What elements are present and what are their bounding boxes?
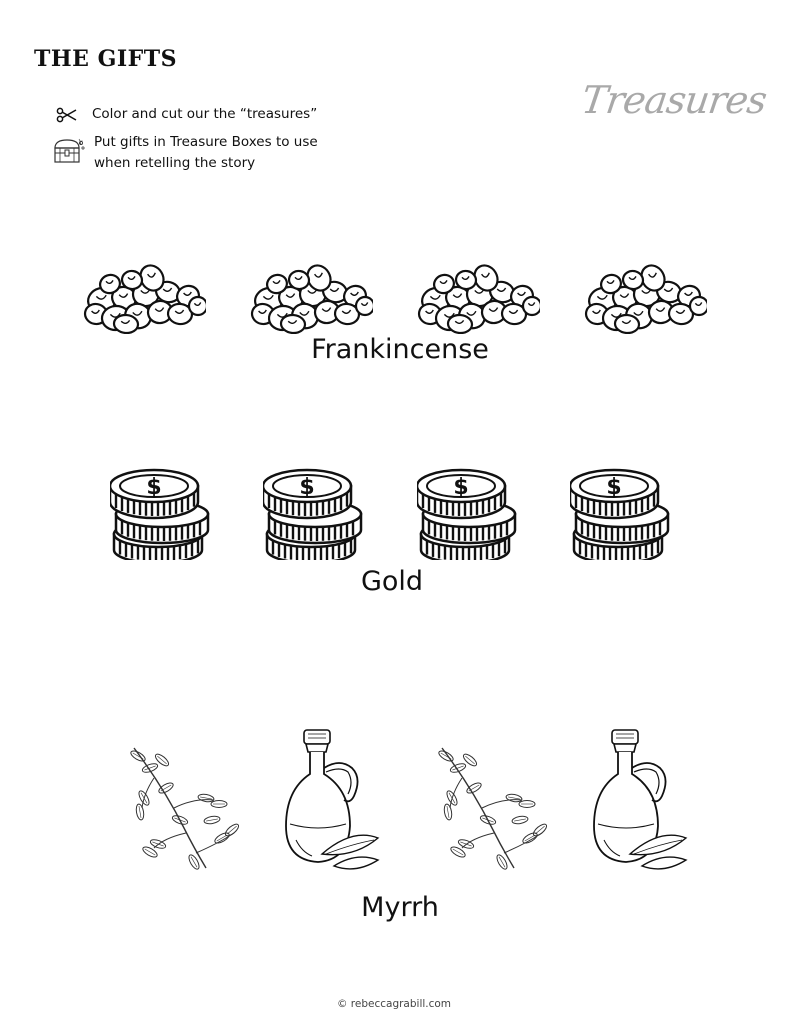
- svg-text:$: $: [299, 475, 315, 500]
- myrrh-branch-icon: [124, 738, 242, 876]
- treasure-chest-icon: [52, 136, 86, 166]
- oil-bottle-icon: [590, 728, 690, 876]
- instruction-cut: Color and cut our the “treasures”: [92, 106, 318, 122]
- scissors-icon: [56, 106, 78, 124]
- svg-text:$: $: [453, 475, 469, 500]
- treasures-script-title: Treasures: [578, 78, 769, 122]
- coin-stack-icon: [570, 462, 674, 560]
- footer-copyright: © rebeccagrabill.com: [336, 998, 452, 1010]
- myrrh-label: Myrrh: [361, 892, 439, 923]
- oil-bottle-icon: [282, 728, 382, 876]
- coin-stack-icon: [263, 462, 367, 560]
- myrrh-branch-icon: [432, 738, 550, 876]
- instruction-treasure-box: Put gifts in Treasure Boxes to use when retelling the story: [94, 134, 318, 171]
- svg-text:$: $: [146, 475, 162, 500]
- resin-pile-icon: [80, 258, 206, 334]
- coin-stack-icon: [417, 462, 521, 560]
- page-title: THE GIFTS: [34, 46, 178, 72]
- coin-stack-icon: [110, 462, 214, 560]
- resin-pile-icon: [581, 258, 707, 334]
- resin-pile-icon: [247, 258, 373, 334]
- resin-pile-icon: [414, 258, 540, 334]
- gold-label: Gold: [360, 566, 424, 597]
- frankincense-label: Frankincense: [311, 334, 489, 365]
- svg-text:$: $: [606, 475, 622, 500]
